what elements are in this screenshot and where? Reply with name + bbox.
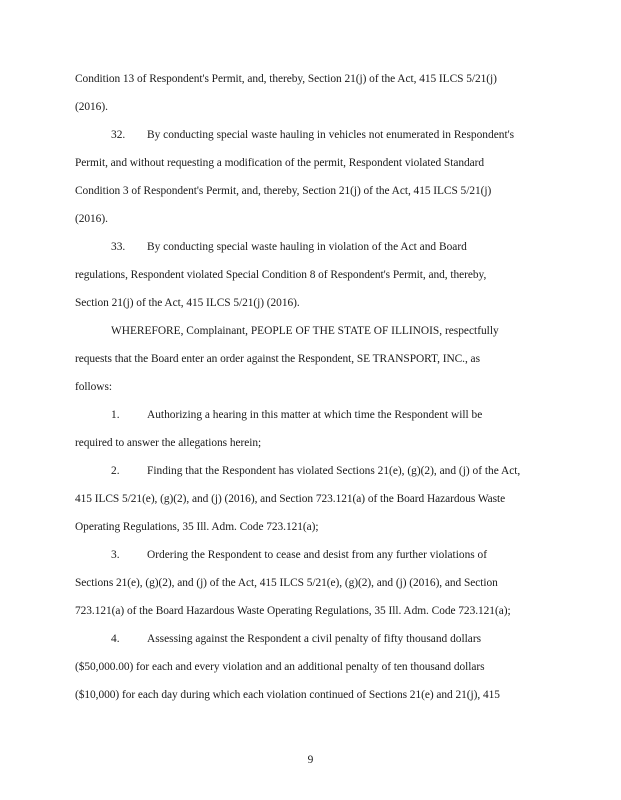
text-line: 415 ILCS 5/21(e), (g)(2), and (j) (2016), and Section 723.121(a) of the Board Hazardous Waste — [75, 493, 506, 505]
text-line: By conducting special waste hauling in vehicles not enumerated in Respondent's — [147, 129, 515, 141]
text-line: 723.121(a) of the Board Hazardous Waste Operating Regulations, 35 Ill. Adm. Code 723.121(a); — [75, 605, 511, 617]
text-line: regulations, Respondent violated Special Condition 8 of Respondent's Permit, and, thereby, — [75, 269, 487, 281]
text-line: Condition 13 of Respondent's Permit, and, thereby, Section 21(j) of the Act, 415 ILCS 5/21(j) — [75, 73, 497, 85]
text-line: Condition 3 of Respondent's Permit, and, thereby, Section 21(j) of the Act, 415 ILCS 5/21(j) — [75, 185, 492, 197]
text-line: Authorizing a hearing in this matter at which time the Respondent will be — [147, 409, 483, 421]
list-number: 4. — [111, 633, 120, 645]
list-number: 3. — [111, 549, 120, 561]
text-line: By conducting special waste hauling in violation of the Act and Board — [147, 241, 467, 253]
list-number: 2. — [111, 465, 120, 477]
text-line: Operating Regulations, 35 Ill. Adm. Code 723.121(a); — [75, 521, 319, 533]
text-line: ($50,000.00) for each and every violation and an additional penalty of ten thousand dollars — [75, 661, 485, 673]
text-line: Assessing against the Respondent a civil penalty of fifty thousand dollars — [147, 633, 482, 645]
text-line: requests that the Board enter an order against the Respondent, SE TRANSPORT, INC., as — [75, 353, 480, 365]
text-line: Ordering the Respondent to cease and desist from any further violations of — [147, 549, 488, 561]
text-line: (2016). — [75, 101, 108, 113]
text-line: follows: — [75, 381, 112, 393]
text-line: Sections 21(e), (g)(2), and (j) of the Act, 415 ILCS 5/21(e), (g)(2), and (j) (2016), and Section — [75, 577, 498, 589]
text-line: Permit, and without requesting a modification of the permit, Respondent violated Standard — [75, 157, 485, 169]
text-line: required to answer the allegations herein; — [75, 437, 262, 449]
text-line: WHEREFORE, Complainant, PEOPLE OF THE STATE OF ILLINOIS, respectfully — [111, 325, 499, 337]
page-number: 9 — [307, 754, 314, 766]
text-line: Finding that the Respondent has violated Sections 21(e), (g)(2), and (j) of the Act, — [147, 465, 521, 477]
text-line: (2016). — [75, 213, 108, 225]
list-number: 1. — [111, 409, 120, 421]
paragraph-number: 33. — [111, 241, 126, 253]
text-line: Section 21(j) of the Act, 415 ILCS 5/21(j) (2016). — [75, 297, 300, 309]
paragraph-number: 32. — [111, 129, 126, 141]
text-line: ($10,000) for each day during which each violation continued of Sections 21(e) and 21(j), 415 — [75, 689, 500, 701]
